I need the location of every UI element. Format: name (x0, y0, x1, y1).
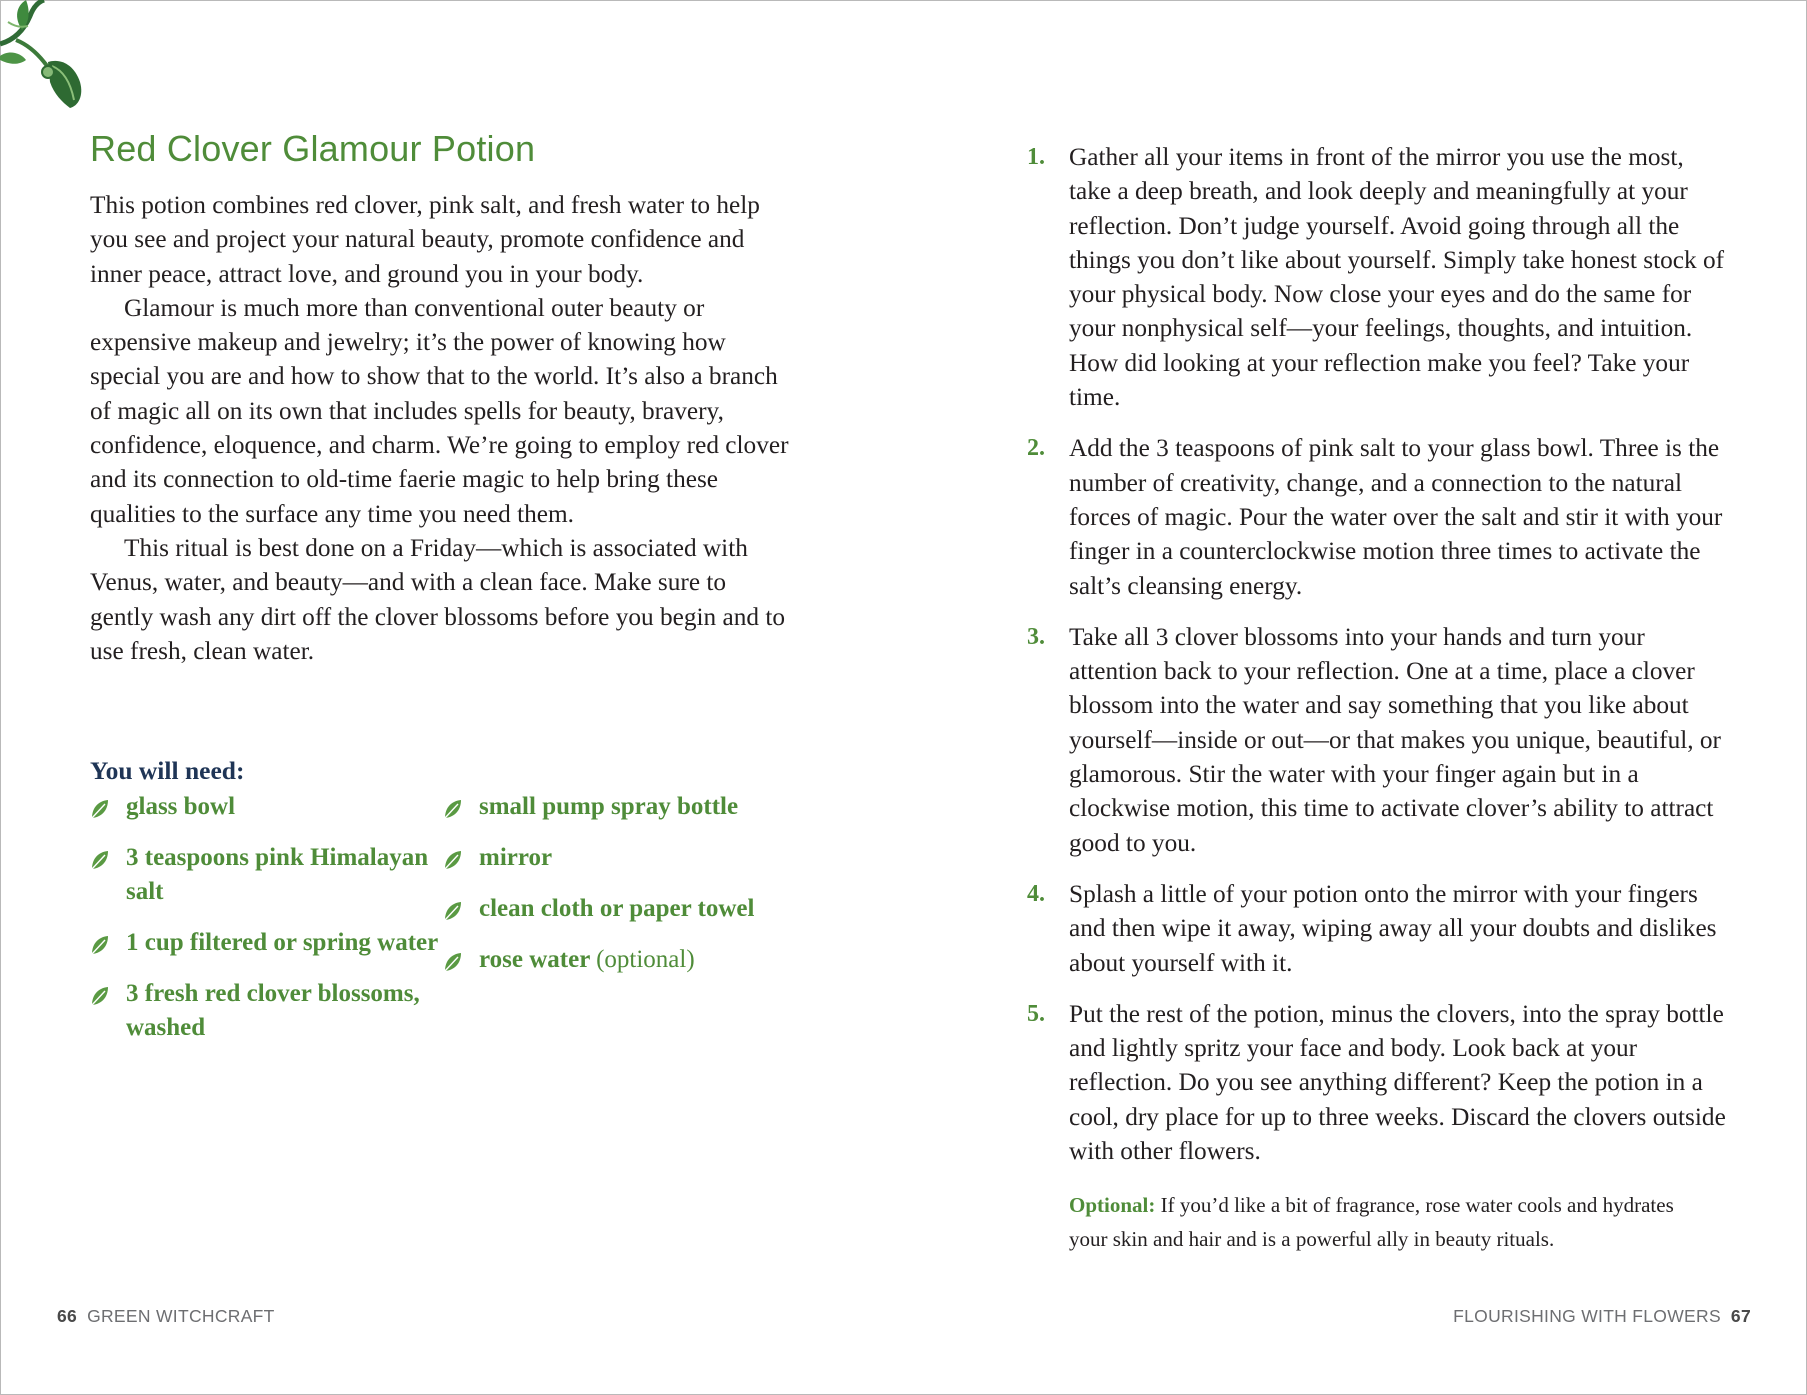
optional-marker: (optional) (596, 946, 695, 973)
ingredient-item (443, 790, 803, 824)
step-text: Splash a little of your potion onto the mirror with your fingers and then wipe it away, wiping away all your doubts and dislikes about yourself with it. (1069, 879, 1717, 977)
ingredient-label: 1 cup filtered or spring water (126, 929, 439, 956)
intro-text (90, 188, 790, 668)
ingredient-label: small pump spray bottle (479, 793, 739, 820)
leaf-bullet-icon (443, 798, 463, 820)
intro-paragraph: This ritual is best done on a Friday—which is associated with Venus, water, and beauty—and with a clean face. Make sure to gently wash any dirt off the clover blossoms before you begin and to use fresh, clean water. (90, 533, 786, 665)
ingredient-label: rose water (479, 946, 590, 973)
you-will-need-heading: You will need: (90, 756, 245, 785)
page-number-left: 66 (57, 1306, 78, 1326)
leaf-bullet-icon (90, 985, 110, 1007)
leaf-bullet-icon (443, 951, 463, 973)
recipe-title: Red Clover Glamour Potion (90, 128, 536, 169)
ingredient-label: clean cloth or paper towel (479, 895, 755, 922)
step-item (1027, 431, 1727, 602)
ingredient-item (90, 841, 450, 909)
step-text: Take all 3 clover blossoms into your hands and turn your attention back to your reflection. One at a time, place a clover blossom into the water and say something that you like about yourself—inside or out—or that makes you unique, beautiful, or glamorous. Stir the water with your finger again but in a clockwise motion, this time to activate clover’s ability to attract good to you. (1069, 622, 1721, 857)
optional-text: If you’d like a bit of fragrance, rose water cools and hydrates your skin and hair and is a powerful ally in beauty rituals. (1069, 1193, 1674, 1251)
ingredient-item (443, 892, 803, 926)
step-text: Add the 3 teaspoons of pink salt to your glass bowl. Three is the number of creativity, change, and a connection to the natural forces of magic. Pour the water over the salt and stir it with your finger in a counterclockwise motion three times to activate the salt’s cleansing energy. (1069, 434, 1723, 600)
page-number-right: 67 (1730, 1306, 1751, 1326)
optional-label: Optional: (1069, 1193, 1156, 1217)
ingredients-list-col2 (443, 790, 803, 994)
ingredient-item (90, 926, 450, 960)
folio-left (57, 1306, 275, 1327)
vine-ornament-icon (0, 0, 84, 110)
ingredient-label: glass bowl (126, 793, 236, 820)
ingredient-label: 3 teaspoons pink Himalayan salt (126, 844, 429, 905)
ingredient-label: 3 fresh red clover blossoms, washed (126, 980, 420, 1041)
running-head-right: FLOURISHING WITH FLOWERS (1453, 1306, 1721, 1326)
ingredient-item (443, 943, 803, 977)
running-head-left: GREEN WITCHCRAFT (87, 1306, 275, 1326)
instruction-steps (1027, 140, 1727, 1185)
ingredients-list-col1 (90, 790, 450, 1062)
ingredient-item (90, 790, 450, 824)
leaf-bullet-icon (443, 849, 463, 871)
optional-note (1069, 1188, 1709, 1256)
leaf-bullet-icon (90, 934, 110, 956)
ingredient-item (443, 841, 803, 875)
folio-right (1453, 1306, 1751, 1327)
step-number: 3. (1027, 623, 1045, 650)
ingredient-label: mirror (479, 844, 553, 871)
step-text: Gather all your items in front of the mirror you use the most, take a deep breath, and look deeply and meaningfully at your reflection. Don’t judge yourself. Avoid going through all the things you don’t like about yourself. Simply take honest stock of your physical body. Now close your eyes and do the same for your nonphysical self—your feelings, thoughts, and intuition. How did looking at your reflection make you feel? Take your time. (1069, 143, 1725, 412)
step-number: 2. (1027, 435, 1045, 462)
step-text: Put the rest of the potion, minus the clovers, into the spray bottle and lightly spritz your face and body. Look back at your reflection. Do you see anything different? Keep the potion in a cool, dry place for up to three weeks. Discard the clovers outside with other flowers. (1069, 999, 1726, 1166)
step-item (1027, 140, 1727, 414)
intro-paragraph: This potion combines red clover, pink salt, and fresh water to help you see and project your natural beauty, promote confidence and inner peace, attract love, and ground you in your body. (90, 191, 760, 288)
leaf-bullet-icon (443, 900, 463, 922)
intro-paragraph: Glamour is much more than conventional outer beauty or expensive makeup and jewelry; it’s the power of knowing how special you are and how to show that to the world. It’s also a branch of magic all on its own that includes spells for beauty, bravery, confidence, eloquence, and charm. We’re going to employ red clover and its connection to old-time faerie magic to help bring these qualities to the surface any time you need them. (90, 293, 789, 528)
leaf-bullet-icon (90, 849, 110, 871)
step-number: 4. (1027, 880, 1045, 907)
step-number: 5. (1027, 1000, 1045, 1027)
step-item (1027, 877, 1727, 980)
step-item (1027, 620, 1727, 860)
leaf-bullet-icon (90, 798, 110, 820)
step-item (1027, 997, 1727, 1168)
step-number: 1. (1027, 144, 1045, 170)
ingredient-item (90, 977, 450, 1045)
